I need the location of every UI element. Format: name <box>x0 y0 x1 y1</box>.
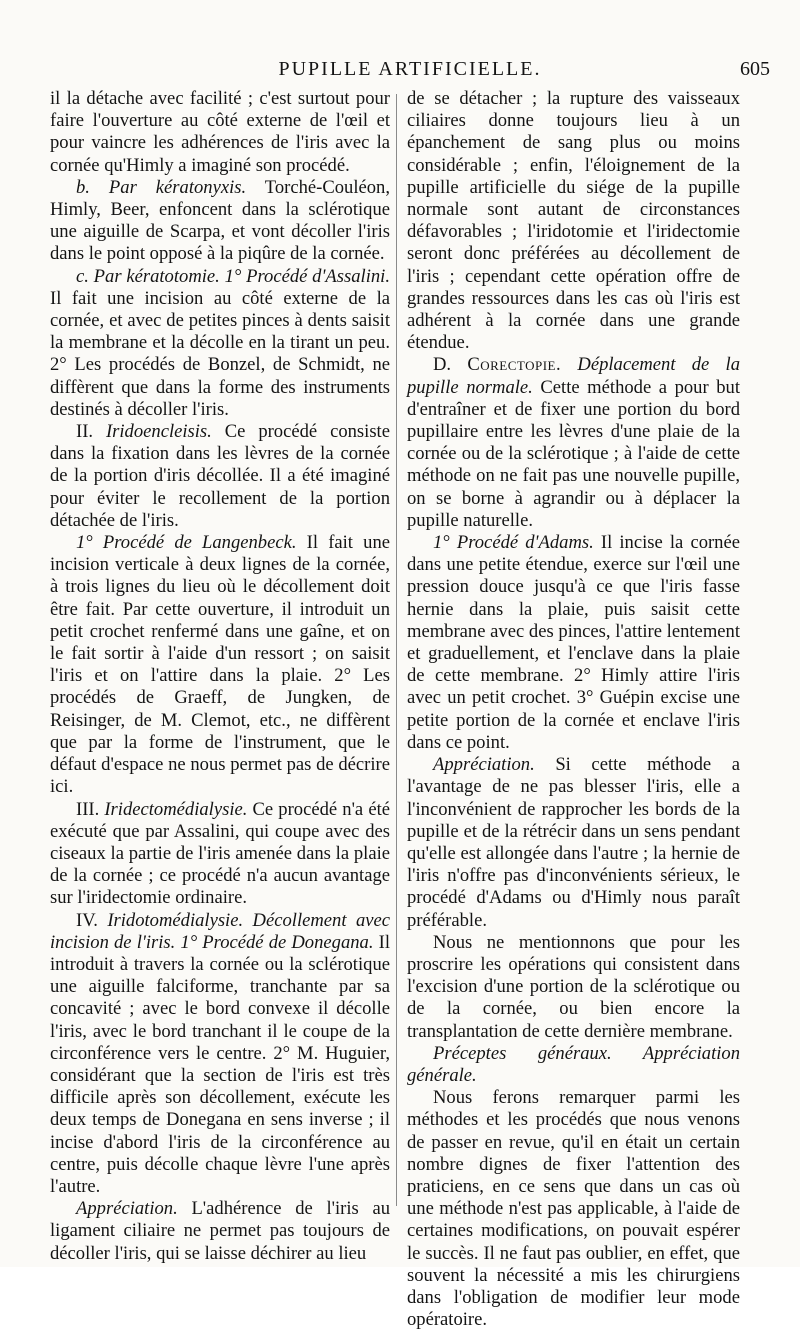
paragraph <box>407 1043 740 1087</box>
paragraph-heading: 1° Procédé de Langenbeck. <box>76 532 297 554</box>
paragraph <box>407 88 740 354</box>
paragraph <box>407 532 740 754</box>
column-divider <box>396 94 397 1206</box>
paragraph <box>407 354 740 532</box>
paragraph-heading: Iridotomédialysie. Décollement avec incision de l'iris. 1° Procédé de Donegana. <box>50 909 390 953</box>
paragraph-heading: Appréciation. <box>433 754 535 776</box>
paragraph <box>407 932 740 1043</box>
paragraph <box>50 910 390 1199</box>
paragraph-heading: Déplacement de la pupille normale. <box>407 354 740 398</box>
running-head <box>50 58 770 84</box>
paragraph <box>50 532 390 798</box>
paragraph-text: Il fait une incision verticale à deux lignes de la cornée, à trois lignes du lieu où le décollement doit être fait. Par cette ouverture, il introduit un petit crochet renfermé dans une gaîne, et on le fait sortir à l'aide d'un ressort ; on saisit l'iris et on l'attire dans la plaie. 2° Les procédés de Graeff, de Jungken, de Reisinger, de M. Clemot, etc., ne diffèrent que par la forme de l'instrument, que le défaut d'espace ne nous permet pas de décrire ici. <box>50 532 390 798</box>
paragraph <box>50 1198 390 1265</box>
section-number: II. <box>76 421 106 443</box>
paragraph-text: Cette méthode a pour but d'entraîner et de fixer une portion du bord pupillaire entre les lèvres d'une plaie de la cornée ou de la sclérotique ; à l'aide de cette méthode on ne fait pas une nouvelle pupille, on se borne à agrandir ou à déplacer la pupille naturelle. <box>407 376 740 531</box>
paragraph <box>50 799 390 910</box>
section-number: IV. <box>76 909 108 931</box>
paragraph-heading: Appréciation. <box>76 1198 178 1220</box>
paragraph-heading: Iridectomédialysie. <box>104 798 248 820</box>
running-title: PUPILLE ARTIFICIELLE. <box>278 58 542 80</box>
paragraph-heading: 1° Procédé d'Adams. <box>433 532 594 554</box>
paragraph-text: Il introduit à travers la cornée ou la sclérotique une aiguille falciforme, tranchante par sa concavité ; avec le bord convexe il décolle l'iris, avec le bord tranchant il le coupe de la circonférence vers le centre. 2° M. Huguier, considérant que la section de l'iris est très difficile après son décollement, exécute les deux temps de Donegana en sens inverse ; il incise d'abord l'iris de la circonférence au centre, puis décolle chaque lèvre l'une après l'autre. <box>50 931 390 1197</box>
paragraph-heading: c. Par kératotomie. 1° Procédé d'Assalini. <box>76 265 390 287</box>
paragraph-heading: b. Par kératonyxis. <box>76 176 247 198</box>
paragraph-text: Ce procédé n'a été exécuté que par Assalini, qui coupe avec des ciseaux la partie de l'iris amenée dans la plaie de la cornée ; ce procédé n'a aucun avantage sur l'iridectomie ordinaire. <box>50 798 390 909</box>
paragraph-text: Si cette méthode a l'avantage de ne pas blesser l'iris, elle a l'inconvénient de rapprocher les bords de la pupille et de la rétrécir dans un sens pendant qu'elle est allongée dans l'autre ; la hernie de l'iris n'offre pas d'inconvénients sérieux, le procédé d'Adams ou d'Himly nous paraît préférable. <box>407 754 740 931</box>
paragraph-text: Torché-Couléon, Himly, Beer, enfoncent dans la sclérotique une aiguille de Scarpa, et vont décoller l'iris dans le point opposé à la piqûre de la cornée. <box>50 176 390 265</box>
right-column <box>407 88 740 1331</box>
paragraph-text: L'adhérence de l'iris au ligament ciliaire ne permet pas toujours de décoller l'iris, qui se laisse déchirer au lieu <box>50 1198 390 1264</box>
paragraph-text: Nous ferons remarquer parmi les méthodes et les procédés que nous venons de passer en revue, qu'il en était un certain nombre dignes de fixer l'attention des praticiens, en ce sens que dans un cas où une méthode n'est pas applicable, à l'aide de certaines modifications, on pouvait espérer le succès. Il ne faut pas oublier, en effet, que souvent la nécessité a mis les chirurgiens dans l'obligation de modifier leur mode opératoire. <box>407 1087 740 1331</box>
paragraph-text: Ce procédé consiste dans la fixation dans les lèvres de la cornée de la portion d'iris décollée. Il a été imaginé pour éviter le recollement de la portion détachée de l'iris. <box>50 421 390 531</box>
paragraph-text: Il fait une incision au côté externe de la cornée, et avec de petites pinces à dents saisit la membrane et la décolle en la tirant un peu. 2° Les procédés de Bonzel, de Schmidt, ne diffèrent que dans la forme des instruments destinés à décoller l'iris. <box>50 287 390 420</box>
paragraph-text: de se détacher ; la rupture des vaisseaux ciliaires donne toujours lieu à un épanchement de sang plus ou moins considérable ; enfin, l'éloignement de la pupille artificielle du siége de la pupille normale sont autant de circonstances défavorables ; l'iridotomie et l'iridectomie seront donc préférées au décollement de l'iris ; cependant cette opération offre de grandes ressources dans les cas où l'iris est adhérent à la cornée dans une grande étendue. <box>407 88 740 354</box>
paragraph <box>407 1087 740 1331</box>
section-number: III. <box>76 798 105 820</box>
paragraph <box>50 88 390 177</box>
paragraph <box>50 266 390 421</box>
paragraph-text: Il incise la cornée dans une petite étendue, exerce sur l'œil une pression douce jusqu'à ce que l'iris fasse hernie dans la plaie, puis saisit cette membrane avec des pinces, l'attire lentement et graduellement, et l'enclave dans la plaie de cette membrane. 2° Himly attire l'iris avec un petit crochet. 3° Guépin excise une petite portion de la cornée et enclave l'iris dans ce point. <box>407 532 740 753</box>
paragraph <box>50 421 390 532</box>
left-column <box>50 88 390 1265</box>
paragraph-text: Nous ne mentionnons que pour les proscrire les opérations qui consistent dans l'excision d'une portion de la sclérotique ou de la cornée, ou bien encore la transplantation de cette dernière membrane. <box>407 931 740 1042</box>
paragraph-heading: Préceptes généraux. Appréciation générale. <box>407 1042 740 1086</box>
paragraph-heading: Iridoencleisis. <box>105 421 212 443</box>
paragraph-text: il la détache avec facilité ; c'est surtout pour faire l'ouverture au côté externe de l'œil et pour vaincre les adhérences de l'iris avec la cornée qu'Himly a imaginé son procédé. <box>50 88 390 176</box>
section-letter: D. <box>433 354 468 376</box>
page-number: 605 <box>740 58 770 80</box>
paragraph <box>407 754 740 932</box>
paragraph <box>50 177 390 266</box>
section-title: Corectopie. <box>467 354 562 376</box>
